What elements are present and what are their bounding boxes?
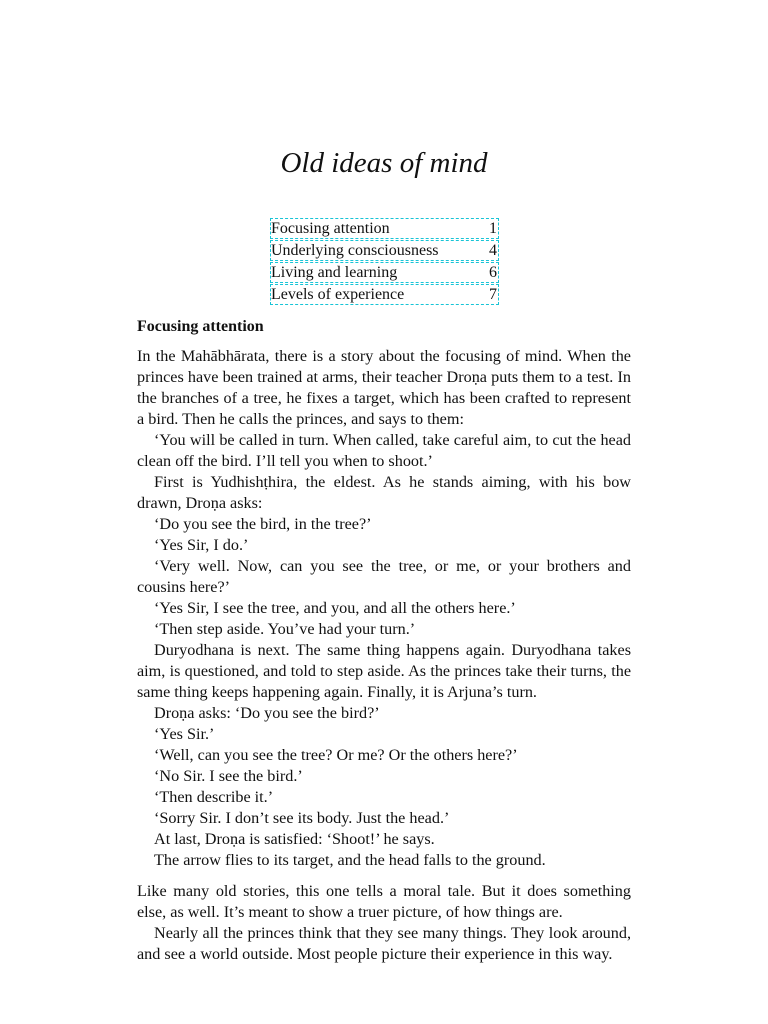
paragraph: ‘You will be called in turn. When called, take careful aim, to cut the head clean off the bird. I’ll tell you when to shoot.’ (137, 431, 631, 470)
body-text (137, 314, 631, 965)
toc-label: Focusing attention (271, 220, 390, 237)
paragraph: The arrow flies to its target, and the head falls to the ground. (154, 851, 546, 869)
dialogue-line: ‘Do you see the bird, in the tree?’ (154, 515, 372, 533)
dialogue-line: ‘Yes Sir, I see the tree, and you, and all the others here.’ (154, 599, 516, 617)
dialogue-line: ‘Very well. Now, can you see the tree, or me, or your brothers and cousins here?’ (137, 557, 631, 596)
toc-page-number: 4 (489, 242, 497, 259)
paragraph: First is Yudhishṭhira, the eldest. As he stands aiming, with his bow drawn, Droṇa asks: (137, 473, 631, 512)
dialogue-line: ‘Then step aside. You’ve had your turn.’ (154, 620, 416, 638)
chapter-title: Old ideas of mind (280, 147, 488, 179)
paragraph: In the Mahābhārata, there is a story about the focusing of mind. When the princes have been trained at arms, their teacher Droṇa puts them to a test. In the branches of a tree, he fixes a target, which has been crafted to represent a bird. Then he calls the princes, and says to them: (137, 347, 631, 428)
toc-page-number: 6 (489, 264, 497, 281)
toc-link-underlying-consciousness[interactable] (270, 240, 499, 261)
paragraph: Duryodhana is next. The same thing happens again. Duryodhana takes aim, is questioned, and told to step aside. As the princes take their turns, the same thing keeps happening again. Finally, it is Arjuna’s turn. (137, 641, 631, 701)
paragraph: At last, Droṇa is satisfied: ‘Shoot!’ he says. (154, 830, 435, 848)
toc-label: Underlying consciousness (271, 242, 439, 259)
dialogue-line: ‘Yes Sir, I do.’ (154, 536, 249, 554)
dialogue-line: ‘Yes Sir.’ (154, 725, 215, 743)
section-heading: Focusing attention (137, 318, 264, 335)
dialogue-line: ‘Well, can you see the tree? Or me? Or the others here?’ (154, 746, 518, 764)
dialogue-line: ‘No Sir. I see the bird.’ (154, 767, 303, 785)
dialogue-line: ‘Sorry Sir. I don’t see its body. Just the head.’ (154, 809, 450, 827)
paragraph: Nearly all the princes think that they see many things. They look around, and see a world outside. Most people picture their experience in this way. (137, 924, 631, 963)
toc-page-number: 7 (489, 286, 497, 303)
toc-link-levels-of-experience[interactable] (270, 284, 499, 305)
toc-label: Levels of experience (271, 286, 405, 303)
toc-label: Living and learning (271, 264, 398, 281)
dialogue-line: ‘Then describe it.’ (154, 788, 274, 806)
paragraph: Like many old stories, this one tells a moral tale. But it does something else, as well. It’s meant to show a truer picture, of how things are. (137, 882, 631, 921)
toc-page-number: 1 (489, 220, 497, 237)
dialogue-line: Droṇa asks: ‘Do you see the bird?’ (154, 704, 380, 722)
toc-link-focusing-attention[interactable] (270, 218, 499, 239)
table-of-contents (270, 218, 499, 306)
toc-link-living-and-learning[interactable] (270, 262, 499, 283)
